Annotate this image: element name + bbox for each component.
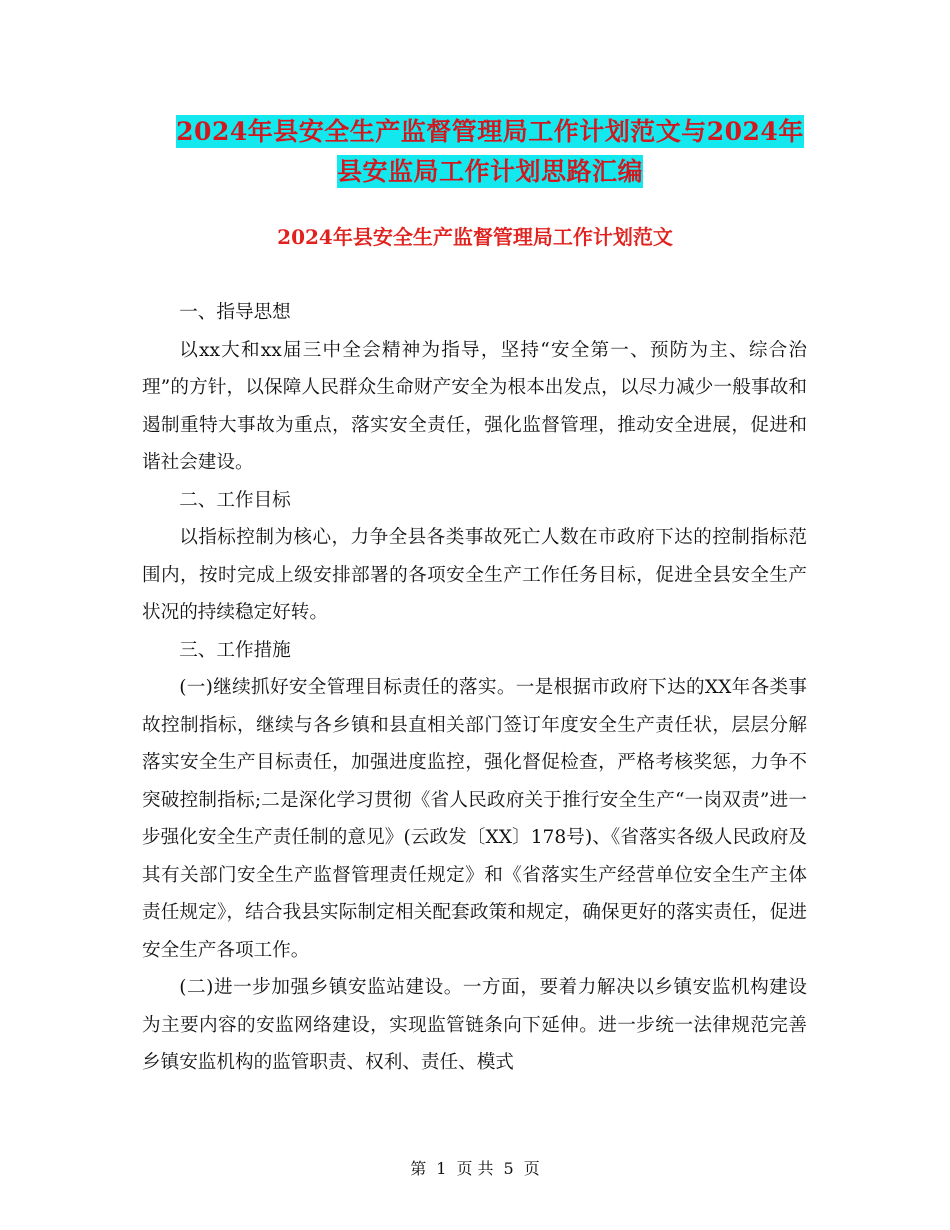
document-title bbox=[140, 112, 840, 192]
footer-middle: 页 共 bbox=[456, 1159, 494, 1178]
footer-total-pages: 5 bbox=[503, 1159, 514, 1178]
heading-work-goals: 二、工作目标 bbox=[179, 489, 291, 511]
footer-prefix: 第 bbox=[410, 1159, 427, 1178]
paragraph-measure-1: (一)继续抓好安全管理目标责任的落实。一是根据市政府下达的XX年各类事故控制指标，继续与各乡镇和县直相关部门签订年度安全生产责任状，层层分解落实安全生产目标责任，加强进度监控，强化督促检查，严格考核奖惩，力争不突破控制指标;二是深化学习贯彻《省人民政府关于推行安全生产“一岗双责”进一步强化安全生产责任制的意见》(云政发〔XX〕178号)、《省落实各级人民政府及其有关部门安全生产监督管理责任规定》和《省落实生产经营单位安全生产主体责任规定》，结合我县实际制定相关配套政策和规定，确保更好的落实责任，促进安全生产各项工作。 bbox=[142, 677, 807, 961]
paragraph-guiding-ideology: 以xx大和xx届三中全会精神为指导，坚持“安全第一、预防为主、综合治理”的方针，以保障人民群众生命财产安全为根本出发点，以尽力减少一般事故和遏制重特大事故为重点，落实安全责任，强化监督管理，推动安全进展，促进和谐社会建设。 bbox=[142, 339, 807, 473]
footer-suffix: 页 bbox=[523, 1159, 540, 1178]
section-title: 2024年县安全生产监督管理局工作计划范文 bbox=[277, 225, 673, 249]
document-title-line-2: 县安监局工作计划思路汇编 bbox=[336, 157, 643, 186]
page-footer bbox=[0, 1158, 950, 1180]
document-title-line-1: 2024年县安全生产监督管理局工作计划范文与2024年 bbox=[176, 117, 804, 146]
footer-page-number: 1 bbox=[436, 1159, 447, 1178]
paragraph-measure-2: (二)进一步加强乡镇安监站建设。一方面，要着力解决以乡镇安监机构建设为主要内容的安监网络建设，实现监管链条向下延伸。进一步统一法律规范完善乡镇安监机构的监管职责、权利、责任、模式 bbox=[142, 977, 807, 1073]
heading-guiding-ideology: 一、指导思想 bbox=[179, 302, 291, 323]
document-body bbox=[142, 294, 807, 1082]
heading-work-measures: 三、工作措施 bbox=[179, 639, 291, 661]
paragraph-work-goals: 以指标控制为核心，力争全县各类事故死亡人数在市政府下达的控制指标范围内，按时完成上级安排部署的各项安全生产工作任务目标，促进全县安全生产状况的持续稳定好转。 bbox=[142, 527, 807, 623]
